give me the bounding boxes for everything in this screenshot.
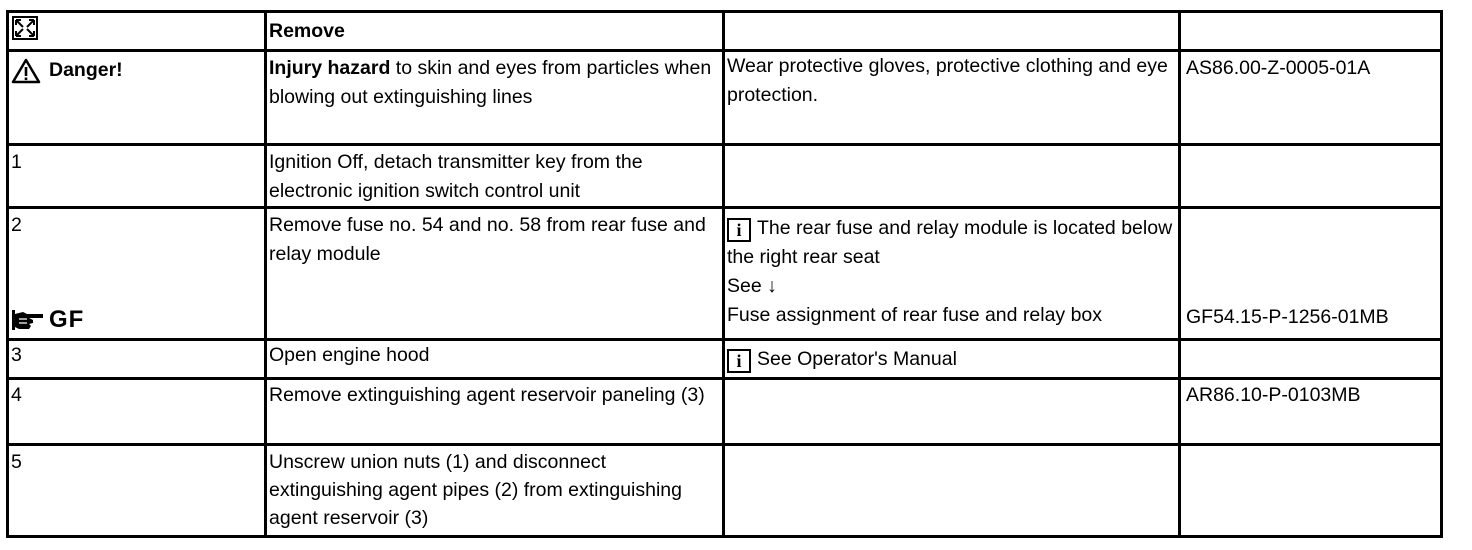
step-ref-cell	[1180, 208, 1442, 340]
info-icon: i	[727, 349, 751, 373]
info-icon: i	[727, 218, 751, 242]
procedure-table	[6, 10, 1443, 538]
step-text: Ignition Off, detach transmitter key from the electronic ignition switch control unit	[266, 145, 724, 208]
danger-measure: Wear protective gloves, protective clothing and eye protection.	[724, 51, 1180, 145]
step-ref	[1180, 145, 1442, 208]
table-row	[8, 445, 1442, 537]
header-row	[8, 12, 1442, 51]
hazard-text: to skin and eyes from particles when blowing out extinguishing lines	[269, 57, 712, 108]
see-link[interactable]: See ↓	[727, 275, 777, 297]
danger-ref[interactable]: AS86.00-Z-0005-01A	[1180, 51, 1442, 145]
table-row	[8, 379, 1442, 445]
table-row	[8, 208, 1442, 340]
step-number: 5	[8, 445, 266, 537]
gf-marker	[11, 305, 84, 334]
pointing-hand-icon	[11, 308, 45, 332]
danger-row	[8, 51, 1442, 145]
step-note	[724, 379, 1180, 445]
step-number: 4	[8, 379, 266, 445]
step-note: The rear fuse and relay module is located below the right rear seat	[727, 217, 1173, 268]
danger-label: Danger!	[49, 59, 123, 81]
step-note-cell	[724, 208, 1180, 340]
action-header: Remove	[266, 12, 724, 51]
step-ref	[1180, 340, 1442, 379]
step-note: See Operator's Manual	[757, 348, 957, 370]
step-ref[interactable]: AR86.10-P-0103MB	[1180, 379, 1442, 445]
hazard-cell	[266, 51, 724, 145]
step-ref[interactable]: GF54.15-P-1256-01MB	[1186, 306, 1389, 328]
header-ref-cell	[1180, 12, 1442, 51]
step-number: 3	[8, 340, 266, 379]
step-text: Unscrew union nuts (1) and disconnect extinguishing agent pipes (2) from extinguishing agent reservoir (3)	[266, 445, 724, 537]
step-note-cell	[724, 340, 1180, 379]
step-number: 2	[11, 214, 22, 236]
expand-arrows-icon[interactable]	[12, 16, 38, 40]
step-ref	[1180, 445, 1442, 537]
warning-triangle-icon	[11, 58, 41, 84]
step-text: Open engine hood	[266, 340, 724, 379]
expand-cell	[8, 12, 266, 51]
see-target[interactable]: Fuse assignment of rear fuse and relay box	[727, 304, 1103, 326]
table-row	[8, 145, 1442, 208]
header-notes-cell	[724, 12, 1180, 51]
step-number: 1	[8, 145, 266, 208]
step-note	[724, 145, 1180, 208]
step-note	[724, 445, 1180, 537]
step-text: Remove extinguishing agent reservoir paneling (3)	[266, 379, 724, 445]
hazard-title: Injury hazard	[269, 57, 391, 79]
danger-label-cell	[8, 51, 266, 145]
step-number-cell	[8, 208, 266, 340]
gf-label: GF	[49, 306, 85, 333]
step-text: Remove fuse no. 54 and no. 58 from rear fuse and relay module	[266, 208, 724, 340]
table-row	[8, 340, 1442, 379]
